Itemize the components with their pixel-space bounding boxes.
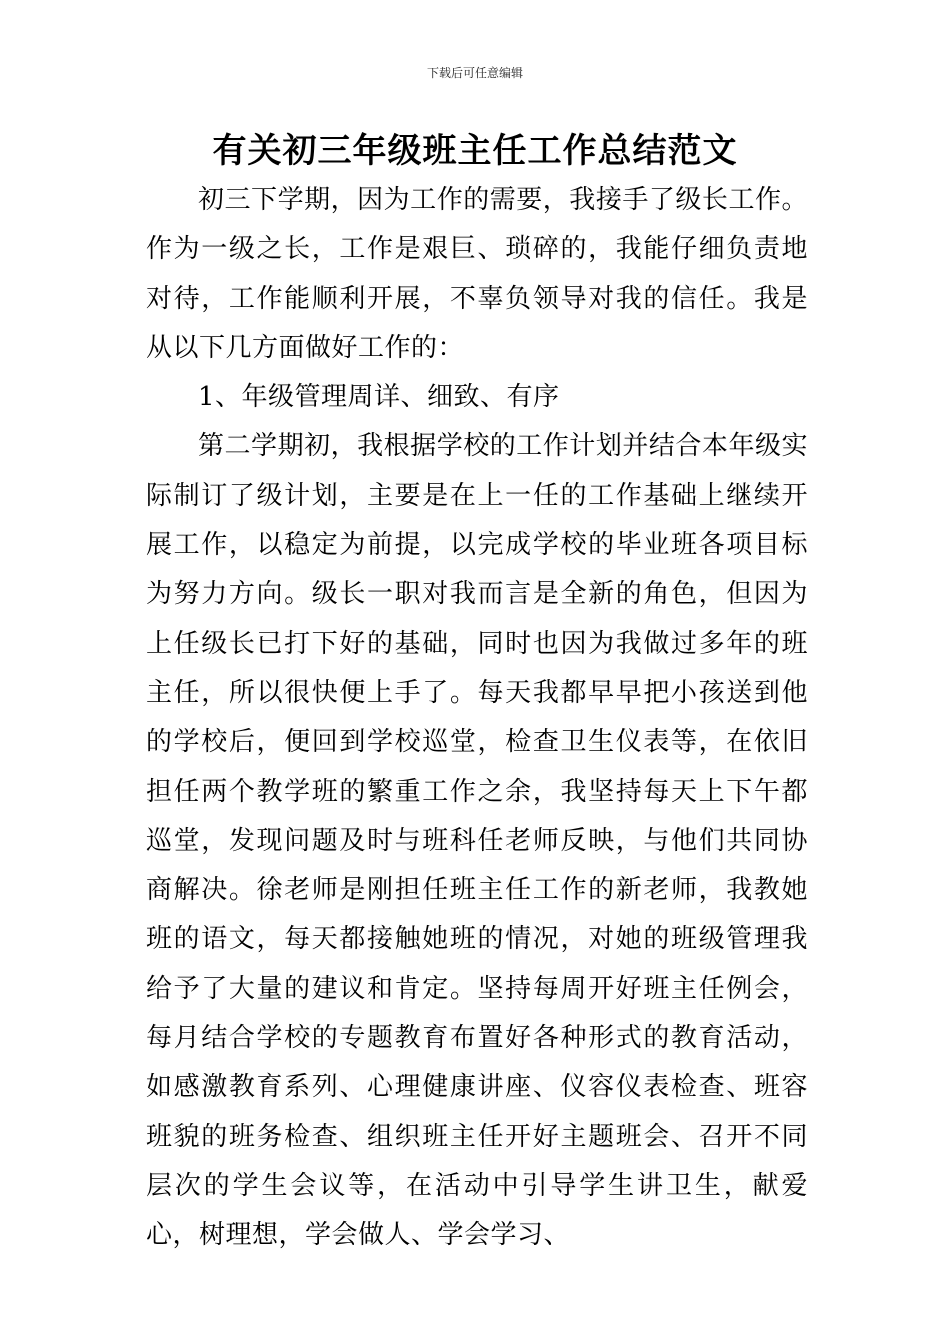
paragraph-grade-management: 第二学期初，我根据学校的工作计划并结合本年级实际制订了级计划，主要是在上一任的工作基础上继续开展工作，以稳定为前提，以完成学校的毕业班各项目标为努力方向。级长一职对我而言是全新的角色，但因为上任级长已打下好的基础，同时也因为我做过多年的班主任，所以很快便上手了。每天我都早早把小孩送到他的学校后，便回到学校巡堂，检查卫生仪表等，在依旧担任两个教学班的繁重工作之余，我坚持每天上下午都巡堂，发现问题及时与班科任老师反映，与他们共同协商解决。徐老师是刚担任班主任工作的新老师，我教她班的语文，每天都接触她班的情况，对她的班级管理我给予了大量的建议和肯定。坚持每周开好班主任例会，每月结合学校的专题教育布置好各种形式的教育活动，如感激教育系列、心理健康讲座、仪容仪表检查、班容班貌的班务检查、组织班主任开好主题班会、召开不同层次的学生会议等，在活动中引导学生讲卫生，献爱心，树理想，学会做人、学会学习、 bbox=[146, 431, 808, 1251]
section-heading-1: 1、年级管理周详、细致、有序 bbox=[198, 382, 560, 413]
document-body bbox=[146, 176, 808, 1261]
header-note: 下载后可任意编辑 bbox=[426, 66, 523, 80]
document-title: 有关初三年级班主任工作总结范文 bbox=[212, 131, 738, 171]
paragraph-intro: 初三下学期，因为工作的需要，我接手了级长工作。作为一级之长，工作是艰巨、琐碎的，我能仔细负责地对待，工作能顺利开展，不辜负领导对我的信任。我是从以下几方面做好工作的： bbox=[146, 185, 808, 363]
